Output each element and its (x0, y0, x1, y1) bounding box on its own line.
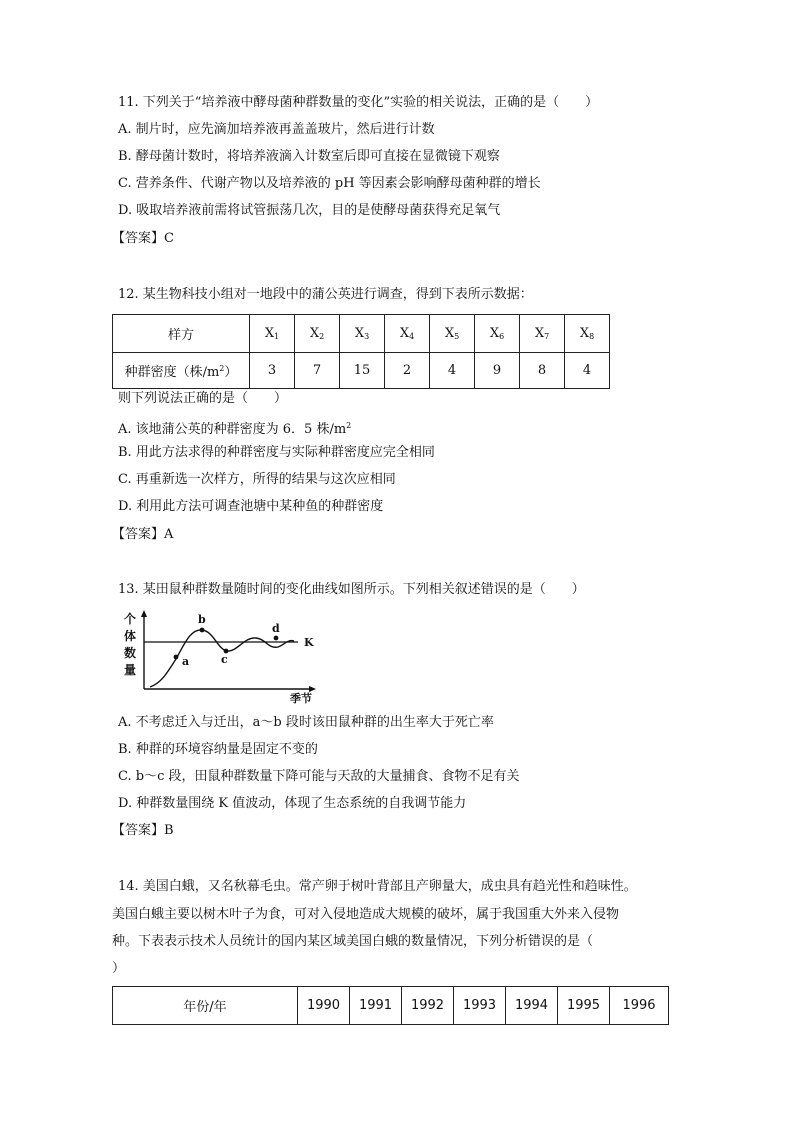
q12-sample-3: $X_3$ (340, 315, 385, 353)
q14-stem-line-4: ） (112, 961, 126, 976)
q14-data-table (112, 986, 669, 1025)
q14-stem-line-1: 14. 美国白蛾，又名秋幕毛虫。常产卵于树叶背部且产卵量大，成虫具有趋光性和趋味性。 (118, 879, 637, 894)
y-label-3: 数 (124, 646, 137, 660)
q12-row-label: 种群密度（株$/m^2$） (113, 353, 250, 389)
x-label: 季节 (290, 692, 312, 705)
q14-stem-line-3: 种。下表表示技术人员统计的国内某区域美国白蛾的数量情况，下列分析错误的是（ (112, 934, 594, 949)
q12-value-2: 7 (295, 353, 340, 389)
q12-value-7: 8 (520, 353, 565, 389)
q14-year-1994: 1994 (506, 987, 558, 1025)
q13-answer: 【答案】B (112, 823, 174, 838)
q14-header-label: 年份/年 (113, 987, 298, 1025)
q12-data-table (112, 314, 610, 389)
q14-year-1991: 1991 (350, 987, 402, 1025)
q12-sample-7: $X_7$ (520, 315, 565, 353)
q12-prompt: 则下列说法正确的是（ ） (118, 391, 288, 406)
y-label-4: 量 (124, 663, 137, 677)
q11-option-a: A. 制片时，应先滴加培养液再盖盖玻片，然后进行计数 (118, 122, 435, 137)
q13-option-b: B. 种群的环境容纳量是固定不变的 (118, 742, 318, 757)
q12-sample-8: $X_8$ (565, 315, 610, 353)
q12-sample-5: $X_5$ (430, 315, 475, 353)
point-b-label: b (198, 613, 206, 626)
q12-stem: 12. 某生物科技小组对一地段中的蒲公英进行调查，得到下表所示数据： (118, 287, 533, 302)
point-d-dot (274, 636, 279, 641)
q12-option-d: D. 利用此方法可调查池塘中某种鱼的种群密度 (118, 499, 384, 514)
q13-option-c: C. b～c 段，田鼠种群数量下降可能与天敌的大量捕食、食物不足有关 (118, 769, 520, 784)
q12-option-a: A. 该地蒲公英的种群密度为 6．5 株$/m^2$ (118, 421, 352, 437)
q14-year-1995: 1995 (558, 987, 610, 1025)
q12-sample-1: $X_1$ (250, 315, 295, 353)
q14-year-1996: 1996 (610, 987, 669, 1025)
q11-option-b: B. 酵母菌计数时，将培养液滴入计数室后即可直接在显微镜下观察 (118, 149, 500, 164)
q12-value-4: 2 (385, 353, 430, 389)
q12-sample-4: $X_4$ (385, 315, 430, 353)
q12-value-5: 4 (430, 353, 475, 389)
population-curve-graph (118, 609, 328, 705)
q12-value-1: 3 (250, 353, 295, 389)
q14-stem-line-2: 美国白蛾主要以树木叶子为食，可对入侵地造成大规模的破坏，属于我国重大外来入侵物 (112, 907, 620, 922)
q12-option-c: C. 再重新选一次样方，所得的结果与这次应相同 (118, 472, 396, 487)
q11-stem: 11. 下列关于“培养液中酵母菌种群数量的变化”实验的相关说法，正确的是（ ） (118, 95, 599, 110)
q12-density-row (113, 353, 610, 389)
point-b-dot (200, 628, 205, 633)
y-axis-arrow (141, 610, 147, 617)
q12-value-6: 9 (475, 353, 520, 389)
q12-header-row (113, 315, 610, 353)
point-d-label: d (272, 622, 280, 635)
q14-year-1993: 1993 (454, 987, 506, 1025)
point-c-label: c (221, 653, 228, 666)
q12-option-b: B. 用此方法求得的种群密度与实际种群密度应完全相同 (118, 445, 435, 460)
q14-year-1992: 1992 (402, 987, 454, 1025)
y-label-1: 个 (124, 612, 137, 626)
q14-year-1990: 1990 (298, 987, 350, 1025)
q12-header-label: 样方 (113, 315, 250, 353)
k-label: K (304, 636, 314, 649)
point-a-dot (174, 655, 179, 660)
q12-answer: 【答案】A (112, 527, 174, 542)
q13-stem: 13. 某田鼠种群数量随时间的变化曲线如图所示。下列相关叙述错误的是（ ） (118, 582, 585, 597)
q12-value-3: 15 (340, 353, 385, 389)
q12-sample-2: $X_2$ (295, 315, 340, 353)
point-a-label: a (182, 655, 190, 668)
q11-option-c: C. 营养条件、代谢产物以及培养液的 pH 等因素会影响酵母菌种群的增长 (118, 176, 541, 191)
q11-answer: 【答案】C (112, 231, 174, 246)
q13-option-d: D. 种群数量围绕 K 值波动，体现了生态系统的自我调节能力 (118, 796, 467, 811)
q13-option-a: A. 不考虑迁入与迁出，a～b 段时该田鼠种群的出生率大于死亡率 (118, 715, 494, 730)
q12-value-8: 4 (565, 353, 610, 389)
y-label-2: 体 (124, 629, 137, 643)
q14-header-row (113, 987, 669, 1025)
q12-sample-6: $X_6$ (475, 315, 520, 353)
q11-option-d: D. 吸取培养液前需将试管振荡几次，目的是使酵母菌获得充足氧气 (118, 203, 501, 218)
